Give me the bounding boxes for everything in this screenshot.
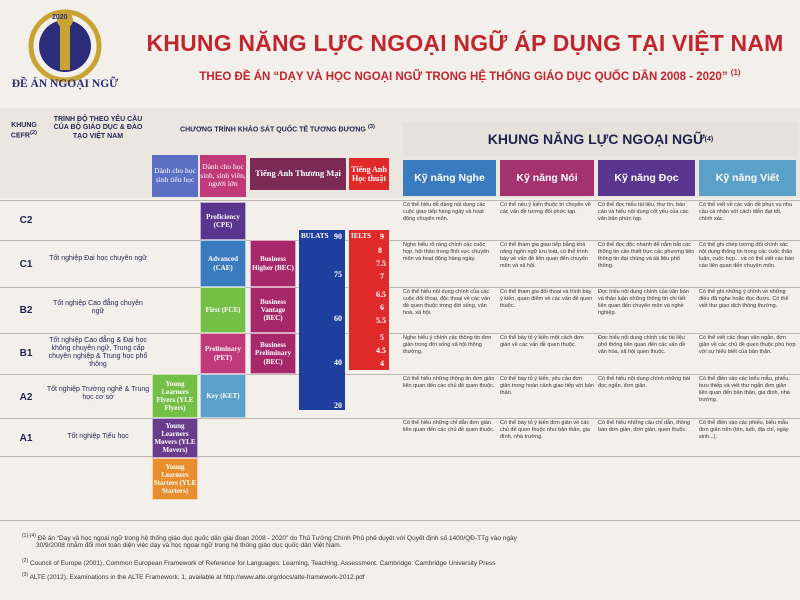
skill-descriptor: Có thể ghi những ý chính về những điều đã nghe hoặc đọc được. Có thể viết thư giao dịch thông thường. — [699, 289, 789, 309]
skill-descriptor: Có thể điền vào các phiếu, biểu mẫu đơn giản trên (tên, tuổi, địa chỉ, ngày sinh...). — [699, 420, 789, 440]
ielts-score: 9 — [380, 232, 384, 241]
footnote-divider — [0, 520, 800, 521]
skill-descriptor: Có thể tham gia đối thoại và trình bày ý kiến, quan điểm về các vấn đề quen thuộc. — [500, 289, 593, 309]
exam-bec-prelim: Business Preliminary (BEC) — [250, 333, 296, 374]
level-a2: A2 — [19, 392, 33, 403]
skill-descriptor: Có thể ghi chép tương đối chính xác nội dung thông tin trong các cuộc thảo luận, cuộc họp... và có thể viết các báo cáo liên quan đến chuyên môn. — [699, 242, 795, 269]
skill-descriptor: Đọc hiểu nội dung chính các tài liệu phổ thông liên quan đến các vấn đề văn hóa, xã hội quen thuộc. — [598, 335, 686, 355]
requirement-a1: Tốt nghiệp Tiểu học — [67, 433, 129, 440]
skill-descriptor: Có thể viết các đoạn văn ngắn, đơn giản về các chủ đề quen thuộc phù hợp với sự hiểu biết của bản thân. — [699, 335, 796, 355]
skill-descriptor: Có thể đọc độc nhanh để nắm bắt các thông tin cần thiết trực các phương tiện thông tin đại chúng và tài liệu phổ thông. — [598, 242, 695, 269]
row-divider — [0, 456, 800, 457]
logo-text: ĐỀ ÁN NGOẠI NGỮ — [11, 78, 119, 90]
footnote-mark: (2) — [22, 558, 29, 564]
footnote-text: Council of Europe (2001), Common European Framework of Reference for Languages: Learning, Teaching, Assessment. Cambridge: Cambridge University Press — [29, 560, 496, 568]
row-divider — [0, 418, 800, 419]
ielts-score: 8 — [378, 246, 382, 255]
framework-header-text: KHUNG NĂNG LỰC NGOẠI NGỮ — [487, 131, 705, 147]
row-divider — [0, 287, 800, 288]
page-title: KHUNG NĂNG LỰC NGOẠI NGỮ ÁP DỤNG TẠI VIỆT NAM — [146, 30, 784, 56]
skill-descriptor: Có thể viết về các vấn đề phục vụ nhu cầu cá nhân với cách diễn đạt tốt, chính xác. — [699, 202, 793, 222]
cefr-header-text: KHUNG CEFR — [10, 122, 37, 140]
exams-note: (3) — [367, 124, 375, 130]
footnote-2 — [22, 558, 496, 569]
cefr-header — [2, 122, 46, 141]
bulats-label: BULATS — [301, 232, 329, 240]
footnote-mark: (1)-(4) — [22, 533, 36, 539]
exam-yle-flyers: Young Learners Flyers (YLE Flyers) — [152, 374, 198, 418]
footnote-text: Đề án “Dạy và học ngoại ngữ trong hệ thống giáo dục quốc dân giai đoạn 2008 - 2020” do Thủ Tướng Chính Phủ phê duyệt với Quyết định số 1400/QĐ-TTg vào ngày — [37, 535, 517, 543]
footnote-1b: 30/9/2008 nhằm đổi mới toàn diện việc dạy và học ngoại ngữ trong hệ thống giáo dục quốc dân Việt Nam. — [36, 542, 342, 549]
footnote-mark: (3) — [22, 572, 29, 578]
technical-header: Tiếng Anh Học thuật — [349, 158, 389, 190]
exam-yle-starters: Young Learners Starters (YLE Starters) — [152, 458, 198, 500]
logo-year: 2020 — [52, 14, 68, 21]
level-b1: B1 — [19, 348, 33, 359]
skill-descriptor: Có thể hiểu dễ dàng nội dung các cuộc giao tiếp hàng ngày và hoạt động chuyên môn. — [403, 202, 486, 222]
ielts-score: 7.5 — [376, 259, 386, 268]
skill-descriptor: Có thể nêu ý kiến thuộc trí chuyên về các vấn đề tương đối phức tạp. — [500, 202, 591, 215]
skill-descriptor: Có thể hiểu những câu chỉ dẫn, thông báo đơn giản, đơn giản, quen thuộc. — [598, 420, 691, 433]
skill-descriptor: Có thể bày tỏ ý kiến, yêu cầu đơn giản trong hoàn cảnh giao tiếp với bản thân. — [500, 376, 594, 396]
primary-header: Dành cho học sinh tiểu học — [152, 155, 198, 197]
business-header: Tiếng Anh Thương Mại — [250, 158, 346, 190]
bulats-score: 75 — [334, 270, 342, 279]
speaking-header: Kỹ năng Nói — [500, 160, 594, 196]
level-c2: C2 — [19, 215, 33, 226]
exam-yle-movers: Young Learners Movers (YLE Movers) — [152, 418, 198, 458]
students-header: Dành cho học sinh, sinh viên, người lớn — [200, 155, 246, 197]
exam-bec-higher: Business Higher (BEC) — [250, 240, 296, 287]
exam-fce: First (FCE) — [200, 287, 246, 333]
exams-header-text: CHƯƠNG TRÌNH KHẢO SÁT QUỐC TẾ TƯƠNG ĐƯƠNG — [180, 126, 366, 134]
skill-descriptor: Có thể điền vào các biểu mẫu, phiếu, bưu thiếp và viết thư ngắn đơn giản liên quan đến bản thân, gia đình, nhà trường. — [699, 376, 790, 403]
footnote-3 — [22, 572, 365, 583]
ielts-score: 6.5 — [376, 290, 386, 299]
requirement-a2: Tốt nghiệp Trường nghề & Trung học cơ sở — [46, 386, 150, 402]
skill-descriptor: Có thể hiểu nội dung chính những bài đọc ngắn, đơn giản. — [598, 376, 691, 389]
ielts-score: 4 — [380, 359, 384, 368]
ielts-score: 6 — [380, 303, 384, 312]
skill-descriptor: Có thể hiểu những thông tin đơn giản liên quan đến các chủ đề quen thuộc. — [403, 376, 495, 389]
subtitle-text: THEO ĐỀ ÁN “DẠY VÀ HỌC NGOẠI NGỮ TRONG HỆ THỐNG GIÁO DỤC QUỐC DÂN 2008 - 2020” — [199, 70, 728, 83]
bulats-score: 20 — [334, 401, 342, 410]
framework-header — [403, 122, 798, 156]
exam-bec-vantage: Business Vantage (BEC) — [250, 287, 296, 333]
listening-header: Kỹ năng Nghe — [403, 160, 496, 196]
requirement-b1: Tốt nghiệp Cao đẳng & Đại học không chuyên ngữ, Trung cấp chuyên nghiệp & Trung học phổ thông — [48, 337, 148, 369]
bulats-score: 90 — [334, 232, 342, 241]
requirement-b2: Tốt nghiệp Cao đẳng chuyên ngữ — [53, 300, 143, 316]
subtitle-note: (1) — [730, 68, 741, 77]
logo — [10, 6, 120, 106]
page-subtitle — [140, 68, 800, 83]
footnote-text: ALTE (2012), Examinations in the ALTE Framework, 1, available at http://www.alte.org/docs/alte-framework-2012.pdf — [29, 574, 365, 582]
level-a1: A1 — [19, 433, 33, 444]
bulats-score: 60 — [334, 314, 342, 323]
bulats-score: 40 — [334, 358, 342, 367]
level-b2: B2 — [19, 305, 33, 316]
exams-header — [155, 124, 400, 135]
skill-descriptor: Có thể bày tỏ ý kiến một cách đơn giản về các vấn đề quen thuộc. — [500, 335, 584, 348]
skill-descriptor: Có thể bày tỏ ý kiến đơn giản về các chủ đề quen thuộc như bản thân, gia đình, nhà trường. — [500, 420, 590, 440]
requirement-c1: Tốt nghiệp Đại học chuyên ngữ — [49, 255, 147, 262]
ielts-score: 4.5 — [376, 346, 386, 355]
exam-cpe: Proficiency (CPE) — [200, 202, 246, 240]
requirement-header: TRÌNH ĐỘ THEO YÊU CẦU CỦA BỘ GIÁO DỤC & ĐÀO TẠO VIỆT NAM — [53, 116, 143, 140]
framework-note: (4) — [704, 135, 714, 143]
cefr-note: (2) — [29, 130, 38, 137]
row-divider — [0, 374, 800, 375]
ielts-label: IELTS — [351, 232, 371, 240]
row-divider — [0, 333, 800, 334]
exam-ket: Key (KET) — [200, 374, 246, 418]
skill-descriptor: Có thể hiểu nội dung chính của các cuộc đối thoại, độc thoại về các vấn đề quen thuộc trong đời sống, văn hoá, xã hội. — [403, 289, 491, 316]
row-divider — [0, 200, 800, 201]
row-divider — [0, 240, 800, 241]
skill-descriptor: Nghe hiểu rõ ràng chính các cuộc họp, hội thảo trong lĩnh vực chuyên môn và hoạt động hàng ngày. — [403, 242, 490, 262]
ielts-score: 5 — [380, 333, 384, 342]
skill-descriptor: Có thể hiểu những chỉ dẫn đơn giản liên quan đến các chủ đề quen thuộc. — [403, 420, 495, 433]
skill-descriptor: Đọc hiểu nội dung chính của văn bản và thảo luận những thông tin chi tiết liên quan đến chuyên môn và nghề nghiệp. — [598, 289, 689, 316]
ielts-score: 7 — [380, 272, 384, 281]
reading-header: Kỹ năng Đọc — [598, 160, 695, 196]
skill-descriptor: Nghe hiểu ý chính các thông tin đơn giản trong đời sống xã hội thông thường. — [403, 335, 492, 355]
exam-pet: Preliminary (PET) — [200, 333, 246, 374]
ielts-score: 5.5 — [376, 316, 386, 325]
skill-descriptor: Có thể tham gia giao tiếp bằng khả năng ngôn ngữ lưu loát, có thể trình bày về vấn đề liên quan đến chuyên môn và xã hội. — [500, 242, 589, 269]
level-c1: C1 — [19, 259, 33, 270]
writing-header: Kỹ năng Viết — [699, 160, 796, 196]
exam-cae: Advanced (CAE) — [200, 240, 246, 287]
skill-descriptor: Có thể đọc hiểu tài liệu, thư tín, báo cáo và hiểu nội dung cốt yếu của các văn bản phức tạp. — [598, 202, 689, 222]
